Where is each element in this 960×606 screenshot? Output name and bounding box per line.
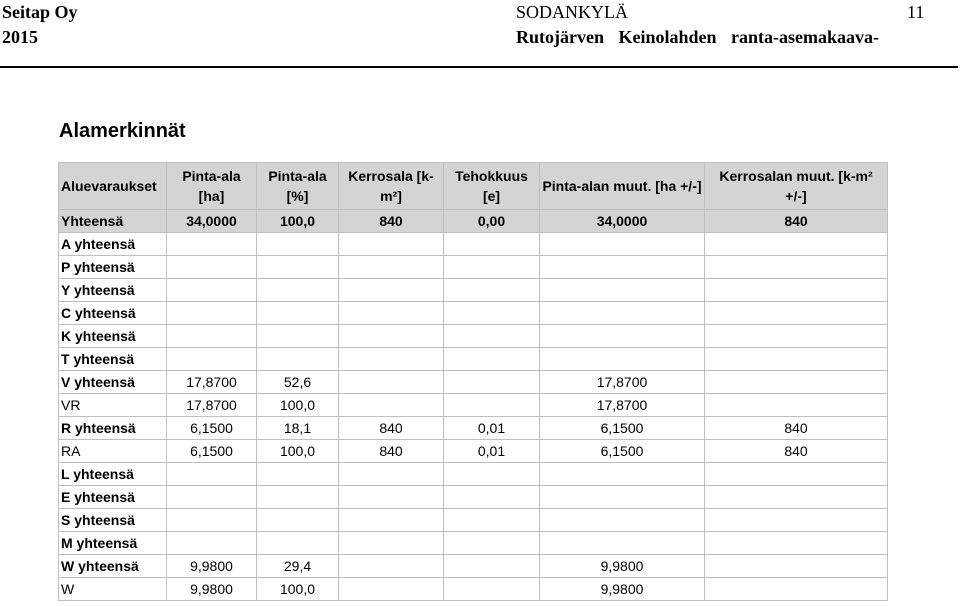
row-label: E yhteensä xyxy=(59,486,167,509)
column-header: Pinta-ala [%] xyxy=(257,163,339,210)
row-label: W yhteensä xyxy=(59,555,167,578)
table-cell xyxy=(167,463,257,486)
table-cell xyxy=(705,302,888,325)
table-row xyxy=(59,509,888,532)
table-cell: 6,1500 xyxy=(167,417,257,440)
row-label: P yhteensä xyxy=(59,256,167,279)
table-cell: 0,01 xyxy=(444,417,540,440)
table-cell xyxy=(339,509,444,532)
row-label: R yhteensä xyxy=(59,417,167,440)
section-title: Alamerkinnät xyxy=(59,120,186,142)
table-cell xyxy=(540,302,705,325)
table-cell: 840 xyxy=(705,417,888,440)
table-cell xyxy=(444,348,540,371)
table-cell xyxy=(705,256,888,279)
table-cell: 100,0 xyxy=(257,440,339,463)
row-label: S yhteensä xyxy=(59,509,167,532)
table-cell: 17,8700 xyxy=(540,371,705,394)
table-cell xyxy=(257,279,339,302)
row-label: K yhteensä xyxy=(59,325,167,348)
column-header: Kerrosalan muut. [k-m² +/-] xyxy=(705,163,888,210)
table-cell xyxy=(339,302,444,325)
table-cell xyxy=(444,532,540,555)
table-cell xyxy=(705,279,888,302)
table-cell xyxy=(444,233,540,256)
table-cell xyxy=(167,486,257,509)
table-cell xyxy=(705,486,888,509)
row-label: Y yhteensä xyxy=(59,279,167,302)
table-cell: 34,0000 xyxy=(167,210,257,233)
table-cell xyxy=(257,509,339,532)
table-cell xyxy=(444,394,540,417)
table-row xyxy=(59,440,888,463)
table-cell xyxy=(540,463,705,486)
table-cell xyxy=(540,233,705,256)
table-cell xyxy=(339,486,444,509)
table-cell xyxy=(705,509,888,532)
table-row xyxy=(59,463,888,486)
column-header: Kerrosala [k-m²] xyxy=(339,163,444,210)
table-cell xyxy=(540,279,705,302)
table-cell xyxy=(339,371,444,394)
table-cell xyxy=(257,348,339,371)
table-cell xyxy=(444,325,540,348)
table-total-row xyxy=(59,210,888,233)
table-cell xyxy=(705,578,888,601)
row-label: VR xyxy=(59,394,167,417)
table-cell: 18,1 xyxy=(257,417,339,440)
table-cell: 0,00 xyxy=(444,210,540,233)
table-cell xyxy=(444,486,540,509)
table-cell: 9,9800 xyxy=(540,578,705,601)
table-row xyxy=(59,486,888,509)
table-cell xyxy=(705,325,888,348)
table-row xyxy=(59,394,888,417)
page-number: 11 xyxy=(907,2,925,22)
table-cell xyxy=(339,348,444,371)
table-row xyxy=(59,325,888,348)
area-table xyxy=(58,162,888,601)
table-row xyxy=(59,532,888,555)
table-cell xyxy=(705,394,888,417)
table-cell xyxy=(339,325,444,348)
table-cell: 100,0 xyxy=(257,210,339,233)
table-cell xyxy=(339,233,444,256)
table-cell xyxy=(257,256,339,279)
header-place: SODANKYLÄ xyxy=(516,2,628,22)
table-row xyxy=(59,555,888,578)
table-cell: 52,6 xyxy=(257,371,339,394)
table-cell xyxy=(540,348,705,371)
table-cell: 840 xyxy=(339,210,444,233)
table-cell xyxy=(339,532,444,555)
table-row xyxy=(59,348,888,371)
table-cell xyxy=(339,463,444,486)
header-rule xyxy=(0,66,958,68)
row-label: L yhteensä xyxy=(59,463,167,486)
table-cell xyxy=(705,233,888,256)
table-cell: 17,8700 xyxy=(167,371,257,394)
table-cell xyxy=(444,371,540,394)
table-row xyxy=(59,256,888,279)
table-row xyxy=(59,302,888,325)
table-body xyxy=(59,210,888,601)
row-label: A yhteensä xyxy=(59,233,167,256)
table-header-row xyxy=(59,163,888,210)
table-cell xyxy=(257,463,339,486)
table-cell xyxy=(167,509,257,532)
table-cell xyxy=(540,532,705,555)
table-cell: 840 xyxy=(339,417,444,440)
table-cell: 34,0000 xyxy=(540,210,705,233)
table-cell xyxy=(167,532,257,555)
table-cell xyxy=(444,279,540,302)
column-header: Pinta-ala [ha] xyxy=(167,163,257,210)
table-row xyxy=(59,578,888,601)
row-label: RA xyxy=(59,440,167,463)
row-label: W xyxy=(59,578,167,601)
table-cell: 840 xyxy=(339,440,444,463)
table-cell xyxy=(705,463,888,486)
column-header: Pinta-alan muut. [ha +/-] xyxy=(540,163,705,210)
row-label: T yhteensä xyxy=(59,348,167,371)
table-cell xyxy=(540,256,705,279)
column-header: Tehokkuus [e] xyxy=(444,163,540,210)
table-cell xyxy=(167,302,257,325)
table-cell: 17,8700 xyxy=(167,394,257,417)
table-cell xyxy=(339,256,444,279)
table-cell xyxy=(540,509,705,532)
table-cell xyxy=(167,233,257,256)
table-cell xyxy=(167,279,257,302)
table-cell xyxy=(257,325,339,348)
header-company: Seitap Oy xyxy=(2,2,78,22)
table-cell xyxy=(444,256,540,279)
table-cell: 840 xyxy=(705,210,888,233)
table-row xyxy=(59,233,888,256)
table-cell xyxy=(257,532,339,555)
table-cell xyxy=(257,302,339,325)
row-label: V yhteensä xyxy=(59,371,167,394)
table-cell xyxy=(540,325,705,348)
table-cell: 9,9800 xyxy=(540,555,705,578)
table-cell xyxy=(257,233,339,256)
table-cell: 6,1500 xyxy=(540,440,705,463)
table-cell xyxy=(705,348,888,371)
table-cell: 100,0 xyxy=(257,394,339,417)
table-cell: 9,9800 xyxy=(167,578,257,601)
row-label: Yhteensä xyxy=(59,210,167,233)
table-cell xyxy=(339,578,444,601)
table-row xyxy=(59,417,888,440)
table-cell: 6,1500 xyxy=(167,440,257,463)
table-cell xyxy=(257,486,339,509)
table-cell: 100,0 xyxy=(257,578,339,601)
table-cell xyxy=(167,348,257,371)
column-header: Aluevaraukset xyxy=(59,163,167,210)
row-label: M yhteensä xyxy=(59,532,167,555)
table-cell: 0,01 xyxy=(444,440,540,463)
plan-title: Rutojärven Keinolahden ranta-asemakaava- xyxy=(516,27,879,47)
table-cell xyxy=(339,394,444,417)
table-cell xyxy=(339,555,444,578)
table-cell xyxy=(167,256,257,279)
table-cell xyxy=(444,578,540,601)
header-year: 2015 xyxy=(2,27,38,47)
table-cell xyxy=(444,555,540,578)
table-cell: 17,8700 xyxy=(540,394,705,417)
table-cell: 840 xyxy=(705,440,888,463)
table-cell xyxy=(705,532,888,555)
table-cell xyxy=(444,302,540,325)
table-cell xyxy=(444,463,540,486)
table-cell xyxy=(540,486,705,509)
table-row xyxy=(59,279,888,302)
table-cell xyxy=(444,509,540,532)
table-cell: 29,4 xyxy=(257,555,339,578)
table-cell xyxy=(167,325,257,348)
table-cell: 9,9800 xyxy=(167,555,257,578)
table-cell: 6,1500 xyxy=(540,417,705,440)
row-label: C yhteensä xyxy=(59,302,167,325)
table-cell xyxy=(705,555,888,578)
table-cell xyxy=(705,371,888,394)
table-cell xyxy=(339,279,444,302)
table-row xyxy=(59,371,888,394)
